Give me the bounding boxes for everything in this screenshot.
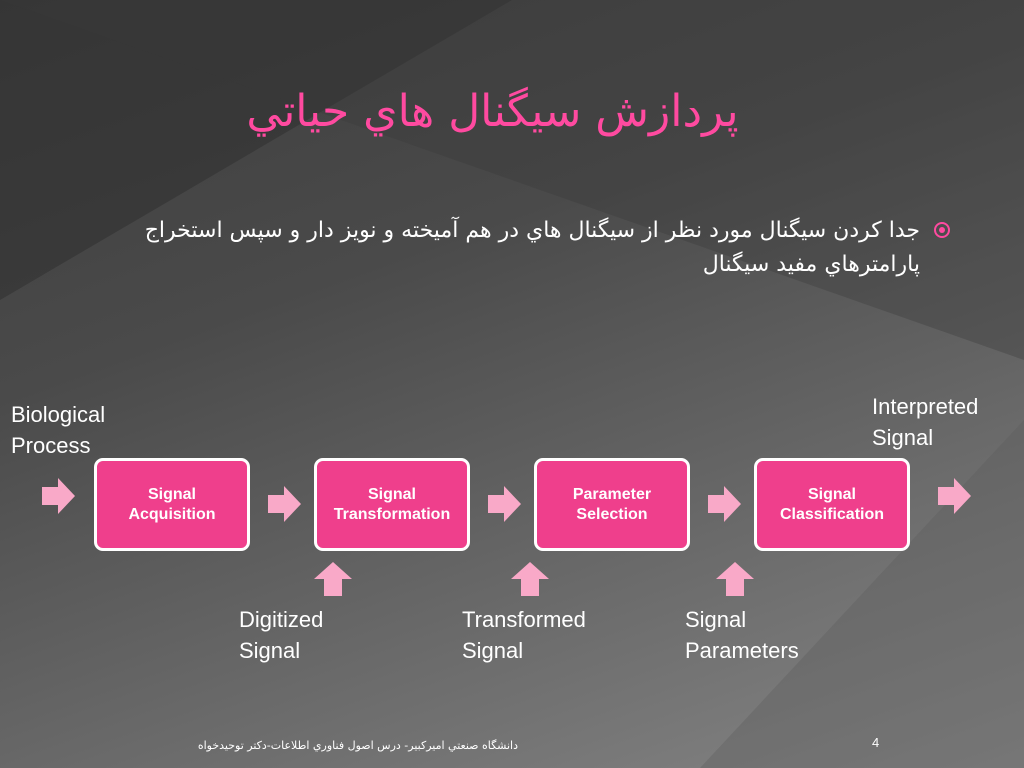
box-parameter-selection: Parameter Selection [534,458,690,551]
right-arrow-icon [42,478,76,514]
slide-title: پردازش سيگنال هاي حياتي [246,86,739,137]
label-signal-parameters: Signal Parameters [685,607,799,663]
right-arrow-icon [268,486,302,522]
footer-text: دانشگاه صنعتي اميركبير- درس اصول فناوري اطلاعات-دكتر توحيدخواه [197,739,518,752]
bullet-icon [934,222,950,238]
label-transformed-signal: Transformed Signal [462,607,586,663]
label-digitized-signal: Digitized Signal [239,607,324,663]
box-signal-classification: Signal Classification [754,458,910,551]
bullet-item [100,214,920,282]
input-label: Biological Process [11,402,106,458]
up-arrow-icon [511,562,549,596]
up-arrow-icon [716,562,754,596]
bullet-text: جدا كردن سيگنال مورد نظر از سيگنال هاي در هم آميخته و نويز دار و سپس استخراج پارامترهاي مفيد سيگنال [144,218,920,277]
box-signal-transformation: Signal Transformation [314,458,470,551]
up-arrow-icon [314,562,352,596]
right-arrow-icon [938,478,972,514]
right-arrow-icon [488,486,522,522]
right-arrow-icon [708,486,742,522]
output-label: Interpreted Signal [872,394,979,450]
page-number: 4 [872,735,880,750]
box-signal-acquisition: Signal Acquisition [94,458,250,551]
